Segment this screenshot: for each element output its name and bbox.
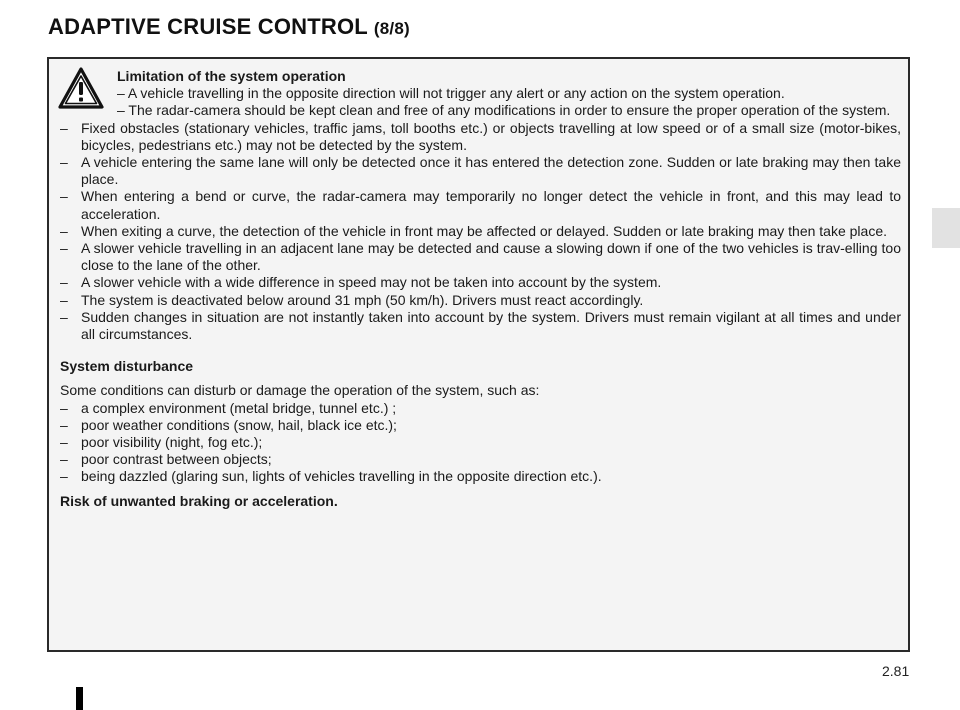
disturbance-item: – poor weather conditions (snow, hail, black ice etc.);	[60, 417, 901, 434]
disturbance-item: – poor contrast between objects;	[60, 451, 901, 468]
limitation-item: – When exiting a curve, the detection of the vehicle in front may be affected or delayed. Sudden or late braking may then take place.	[60, 223, 901, 240]
warning-heading: Limitation of the system operation	[117, 68, 346, 84]
limitation-item: – The system is deactivated below around 31 mph (50 km/h). Drivers must react accordingly.	[60, 292, 901, 309]
limitation-item: – A vehicle entering the same lane will only be detected once it has entered the detection zone. Sudden or late braking may then take place.	[60, 154, 901, 188]
intro-list	[117, 85, 901, 119]
risk-statement: Risk of unwanted braking or acceleration.	[60, 492, 338, 509]
page-title-suffix: (8/8)	[373, 19, 410, 38]
page-title	[48, 14, 410, 40]
disturbance-item: – poor visibility (night, fog etc.);	[60, 434, 901, 451]
warning-intro	[117, 68, 901, 120]
chapter-side-tab	[932, 208, 960, 248]
disturbance-item: – being dazzled (glaring sun, lights of vehicles travelling in the opposite direction etc.).	[60, 468, 901, 485]
page-title-text: ADAPTIVE CRUISE CONTROL	[48, 14, 368, 39]
intro-item: – A vehicle travelling in the opposite direction will not trigger any alert or any action on the system operation.	[117, 85, 785, 102]
limitation-item: – A slower vehicle travelling in an adjacent lane may be detected and cause a slowing down if one of the two vehicles is trav-elling too close to the lane of the other.	[60, 240, 901, 274]
intro-item: – The radar-camera should be kept clean and free of any modifications in order to ensure the proper operation of the system.	[117, 102, 891, 119]
disturbance-heading: System disturbance	[60, 358, 194, 375]
warning-content	[60, 68, 901, 510]
disturbance-item: – a complex environment (metal bridge, tunnel etc.) ;	[60, 400, 901, 417]
print-registration-mark	[76, 687, 83, 710]
limitation-item: – A slower vehicle with a wide difference in speed may not be taken into account by the system.	[60, 274, 901, 291]
disturbance-intro: Some conditions can disturb or damage the operation of the system, such as:	[60, 382, 540, 399]
limitations-list	[60, 120, 901, 344]
page-number: 2.81	[882, 663, 910, 679]
limitation-item: – When entering a bend or curve, the radar-camera may temporarily no longer detect the vehicle in front, and this may lead to acceleration.	[60, 188, 901, 222]
disturbances-list	[60, 400, 901, 486]
limitation-item: – Sudden changes in situation are not instantly taken into account by the system. Drivers must remain vigilant at all times and under all circumstances.	[60, 309, 901, 343]
warning-box	[47, 57, 910, 652]
limitation-item: – Fixed obstacles (stationary vehicles, traffic jams, toll booths etc.) or objects travelling at low speed or of a small size (motor-bikes, bicycles, pedestrians etc.) may not be detected by the system.	[60, 120, 901, 154]
